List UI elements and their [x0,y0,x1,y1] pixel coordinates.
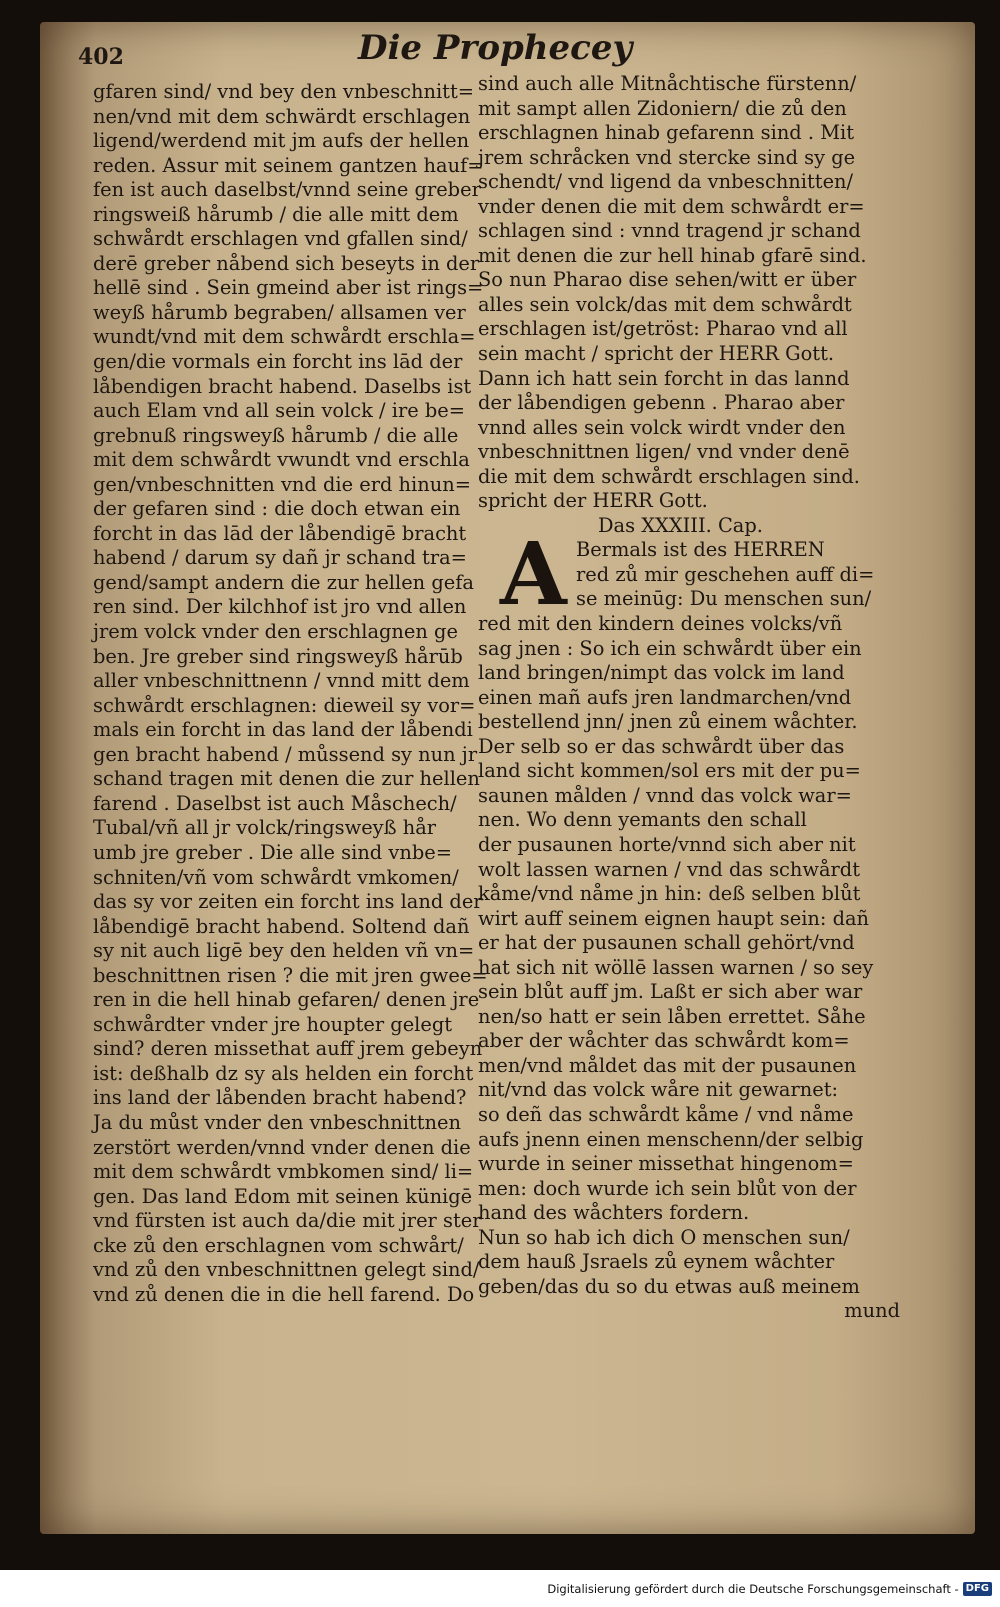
text-line: derē greber nåbend sich beseyts in der [93,251,480,275]
text-line: wolt lassen warnen / vnd das schwårdt [478,857,860,881]
right-column [478,72,918,1324]
text-line: sein macht / spricht der HERR Gott. [478,342,835,366]
text-line: gen/vnbeschnitten vnd die erd hinun= [93,472,471,496]
text-line: saunen målden / vnnd das volck war= [478,783,852,807]
text-line: jrem schråcken vnd stercke sind sy ge [478,145,856,169]
text-line: mit dem schwårdt vmbkomen sind/ li= [93,1160,474,1184]
text-line: geben/das du so du etwas auß meinem [478,1274,860,1298]
text-line: So nun Pharao dise sehen/witt er über [478,268,857,292]
text-line: sein blůt auff jm. Laßt er sich aber war [478,980,863,1004]
text-line: vnd zů denen die in die hell farend. Do [93,1282,475,1306]
text-line: Ja du můst vnder den vnbeschnittnen [93,1110,462,1134]
left-column [93,80,513,1307]
text-line: sind? deren missethat auff jrem gebeyn [93,1037,483,1061]
credit-text: Digitalisierung gefördert durch die Deutsche Forschungsgemeinschaft - [547,1582,959,1596]
text-line: men: doch wurde ich sein blůt von der [478,1176,857,1200]
text-line: kåme/vnd nåme jn hin: deß selben blůt [478,882,861,906]
text-line: der låbendigen gebenn . Pharao aber [478,391,845,415]
dfg-logo: DFG [963,1582,992,1596]
text-line: schwårdter vnder jre houpter gelegt [93,1012,453,1036]
text-line: vnbeschnittnen ligen/ vnd vnder denē [478,440,850,464]
text-line: aufs jnenn einen menschenn/der selbig [478,1127,864,1151]
text-line: hat sich nit wöllē lassen warnen / so sey [478,955,874,979]
right-column-top-text [478,72,918,514]
text-line: vnd zů den vnbeschnittnen gelegt sind/ [93,1258,480,1282]
text-line: vnd fürsten ist auch da/die mit jrer ster [93,1209,482,1233]
text-line: schwårdt erschlagnen: dieweil sy vor= [93,693,476,717]
text-line: schlagen sind : vnnd tragend jr schand [478,219,861,243]
text-line: låbendigē bracht habend. Soltend dañ [93,914,470,938]
text-line: farend . Daselbst ist auch Måschech/ [93,791,457,815]
text-line: dem hauß Jsraels zů eynem wåchter [478,1250,835,1274]
chapter-heading: Das XXXIII. Cap. [598,513,763,537]
running-title: Die Prophecey [358,28,633,68]
text-line: zerstört werden/vnnd vnder denen die [93,1135,471,1159]
text-line: wirt auff seinem eignen haupt sein: dañ [478,906,870,930]
text-line: die mit dem schwårdt erschlagen sind. [478,464,860,488]
text-line: das sy vor zeiten ein forcht ins land der [93,890,483,914]
text-line: land bringen/nimpt das volck im land [478,661,845,685]
text-line: ren sind. Der kilchhof ist jro vnd allen [93,595,467,619]
text-line: beschnittnen risen ? die mit jren gwee= [93,963,488,987]
text-line: ren in die hell hinab gefaren/ denen jre [93,988,480,1012]
text-line: wurde in seiner missethat hingenom= [478,1152,854,1176]
text-line: bestellend jnn/ jnen zů einem wåchter. [478,710,858,734]
text-line: gend/sampt andern die zur hellen gefa [93,570,474,594]
text-line: Nun so hab ich dich O menschen sun/ [478,1225,850,1249]
text-line: nit/vnd das volck wåre nit gewarnet: [478,1078,839,1102]
text-line: Dann ich hatt sein forcht in das lannd [478,366,850,390]
text-line: låbendigen bracht habend. Daselbs ist [93,374,472,398]
text-line: gen bracht habend / můssend sy nun jr [93,742,478,766]
text-line: schand tragen mit denen die zur hellen [93,767,480,791]
text-line: habend / darum sy dañ jr schand tra= [93,546,467,570]
text-line: sind auch alle Mitnåchtische fürstenn/ [478,72,857,95]
text-line: gfaren sind/ vnd bey den vnbeschnitt= [93,80,475,103]
text-line: einen mañ aufs jren landmarchen/vnd [478,685,852,709]
text-line: nen. Wo denn yemants den schall [478,808,807,832]
text-line: auch Elam vnd all sein volck / ire be= [93,399,466,423]
text-line: wundt/vnd mit dem schwårdt erschla= [93,325,476,349]
text-line: nen/vnd mit dem schwärdt erschlagen [93,104,471,128]
text-line: reden. Assur mit seinem gantzen hauf= [93,153,484,177]
text-line: schniten/vñ vom schwårdt vmkomen/ [93,865,459,889]
text-line: ringsweiß hårumb / die alle mitt dem [93,202,459,226]
text-line: fen ist auch daselbst/vnnd seine greber [93,178,481,202]
text-line: nen/so hatt er sein låben errettet. Såhe [478,1004,866,1028]
text-line: vnder denen die mit dem schwårdt er= [478,194,865,218]
text-line: Der selb so er das schwårdt über das [478,734,845,758]
text-line: jrem volck vnder den erschlagnen ge [93,620,458,644]
text-line: ligend/werdend mit jm aufs der hellen [93,129,470,153]
text-line: aber der wåchter das schwårdt kom= [478,1029,850,1053]
text-line: erschlagen ist/getröst: Pharao vnd all [478,317,848,341]
text-line: mit dem schwårdt vwundt vnd erschla [93,448,470,472]
text-line: umb jre greber . Die alle sind vnbe= [93,840,452,864]
text-line: aller vnbeschnittnenn / vnnd mitt dem [93,669,470,693]
text-line: hellē sind . Sein gmeind aber ist rings= [93,276,484,300]
drop-cap-initial: A [500,524,567,626]
text-line: grebnuß ringsweyß hårumb / die alle [93,423,459,447]
text-line: ins land der låbenden bracht habend? [93,1086,467,1110]
text-line: land sicht kommen/sol ers mit der pu= [478,759,861,783]
right-column-bottom-text [478,612,918,1299]
catchword: mund [844,1299,900,1323]
text-line: se meinūg: Du menschen sun/ [576,587,872,611]
text-line: vnnd alles sein volck wirdt vnder den [478,415,846,439]
text-line: ben. Jre greber sind ringsweyß hårūb [93,644,463,668]
text-line: schendt/ vnd ligend da vnbeschnitten/ [478,170,854,194]
text-line: mals ein forcht in das land der låbendi [93,718,473,742]
text-line: der gefaren sind : die doch etwan ein [93,497,461,521]
text-line: weyß hårumb begraben/ allsamen ver [93,300,466,324]
text-line: mit sampt allen Zidoniern/ die zů den [478,96,847,120]
text-line: ist: deßhalb dz sy als helden ein forcht [93,1061,474,1085]
text-line: cke zů den erschlagnen vom schwårt/ [93,1233,464,1257]
text-line: red zů mir geschehen auff di= [576,562,875,586]
text-line: er hat der pusaunen schall gehört/vnd [478,931,855,955]
text-line: Tubal/vñ all jr volck/ringsweyß hår [93,816,437,840]
text-line: sy nit auch ligē bey den helden vñ vn= [93,939,475,963]
text-line: gen. Das land Edom mit seinen künigē [93,1184,473,1208]
text-line: forcht in das lād der låbendigē bracht [93,521,467,545]
text-line: alles sein volck/das mit dem schwårdt [478,292,852,316]
text-line: red mit den kindern deines volcks/vñ [478,612,843,636]
text-line: schwårdt erschlagen vnd gfallen sind/ [93,227,468,251]
text-line: Bermals ist des HERREN [576,538,825,562]
text-line: erschlagnen hinab gefarenn sind . Mit [478,121,855,145]
text-line: hand des wåchters fordern. [478,1201,750,1225]
text-line: spricht der HERR Gott. [478,489,708,513]
text-line: so deñ das schwårdt kåme / vnd nåme [478,1102,854,1126]
text-line: men/vnd måldet das mit der pusaunen [478,1053,857,1077]
text-line: mit denen die zur hell hinab gfarē sind. [478,243,867,267]
digitization-credit [547,1578,992,1600]
text-line: sag jnen : So ich ein schwårdt über ein [478,636,862,660]
page-number: 402 [78,44,124,70]
text-line: gen/die vormals ein forcht ins lād der [93,350,463,374]
text-line: der pusaunen horte/vnnd sich aber nit [478,832,856,856]
